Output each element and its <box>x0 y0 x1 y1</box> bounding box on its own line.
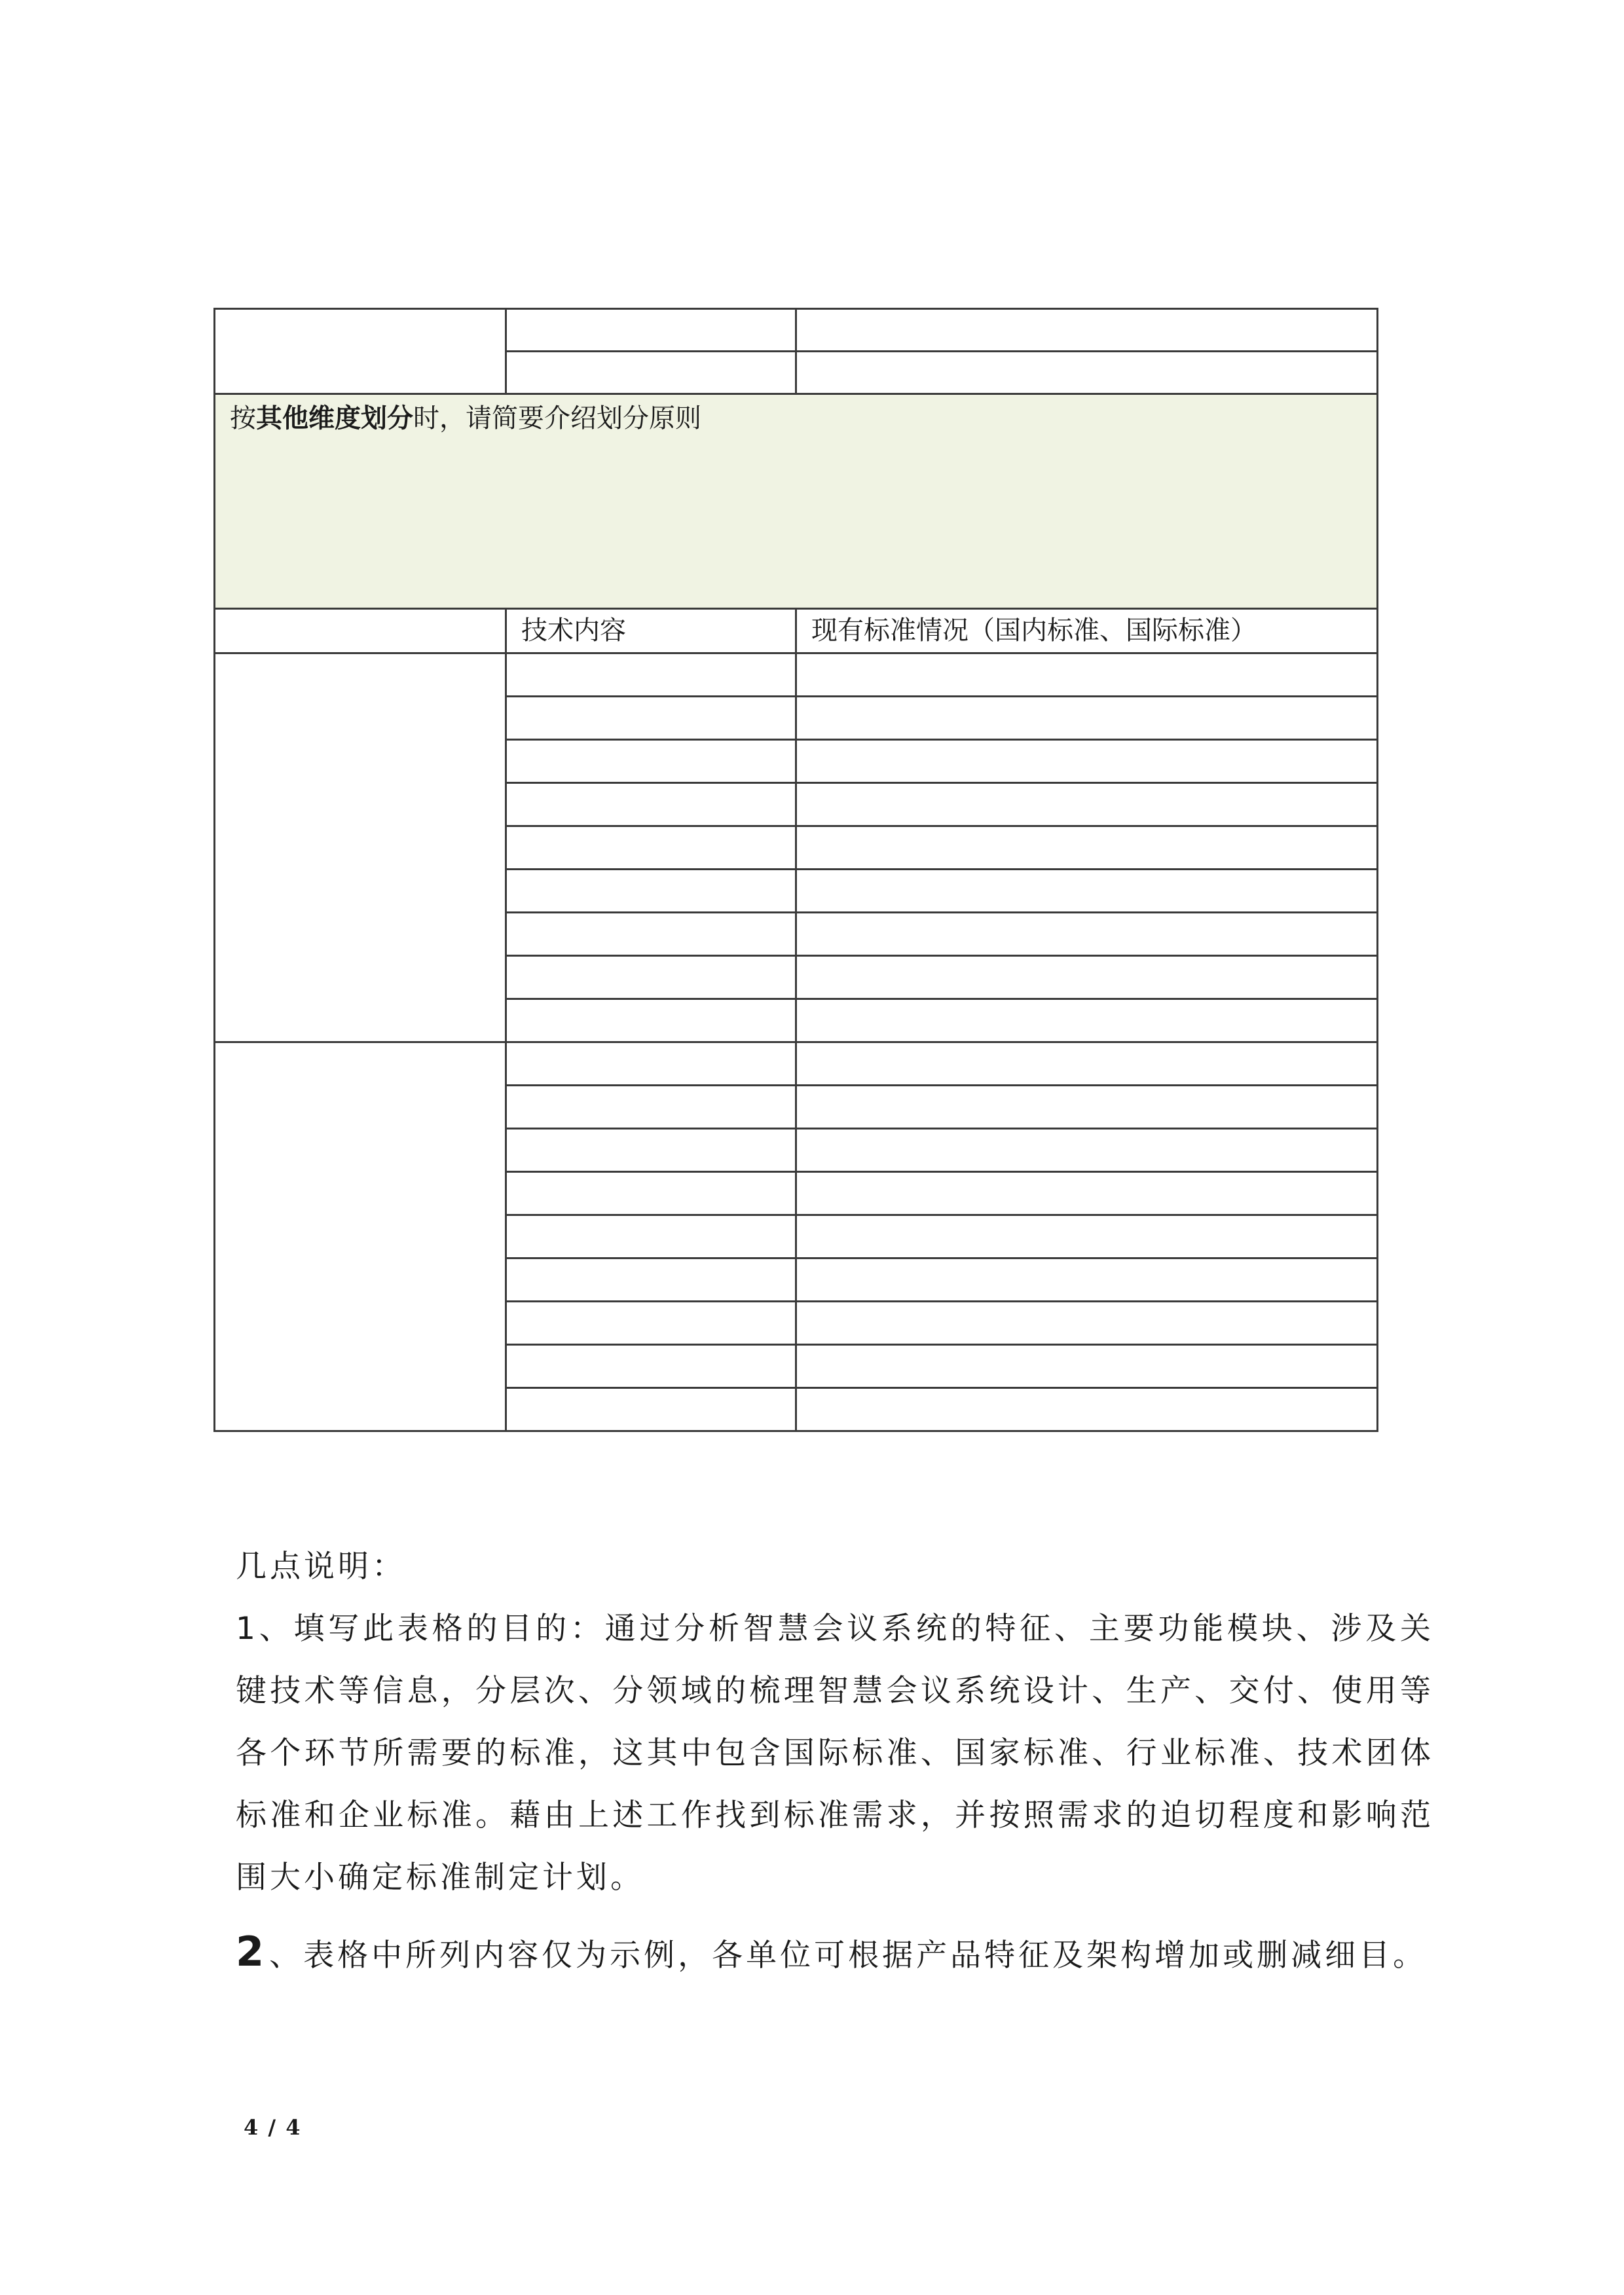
tech-content-cell[interactable] <box>506 870 796 913</box>
tech-content-cell[interactable] <box>506 913 796 956</box>
tech-content-cell[interactable] <box>506 352 796 394</box>
standard-status-cell[interactable] <box>796 1258 1378 1302</box>
tech-content-cell[interactable] <box>506 1129 796 1172</box>
notes-item-2-text: 、表格中所列内容仅为示例，各单位可根据产品特征及架构增加或删减细目。 <box>269 1937 1428 1974</box>
standard-status-cell[interactable] <box>796 653 1378 697</box>
tech-content-cell[interactable] <box>506 697 796 740</box>
notes-title: 几点说明： <box>236 1549 406 1585</box>
table-header-row <box>215 609 1378 653</box>
header-col1-label <box>215 610 505 615</box>
standard-status-cell[interactable] <box>796 352 1378 394</box>
prompt-suffix: 时，请简要介绍划分原则 <box>413 403 701 433</box>
standard-status-cell[interactable] <box>796 870 1378 913</box>
standard-status-cell[interactable] <box>796 913 1378 956</box>
notes-item-2-number: 2 <box>236 1928 265 1975</box>
tech-content-cell[interactable] <box>506 999 796 1042</box>
table-row <box>215 653 1378 697</box>
other-dimension-cell[interactable] <box>215 394 1378 609</box>
header-col3 <box>796 609 1378 653</box>
header-col2-label: 技术内容 <box>521 615 626 646</box>
tech-content-cell[interactable] <box>506 653 796 697</box>
tech-content-cell[interactable] <box>506 956 796 999</box>
standard-status-cell[interactable] <box>796 1345 1378 1388</box>
tech-content-cell[interactable] <box>506 1388 796 1431</box>
table-row <box>215 1042 1378 1086</box>
standard-status-cell[interactable] <box>796 697 1378 740</box>
standard-status-cell[interactable] <box>796 783 1378 826</box>
tech-content-cell[interactable] <box>506 1042 796 1086</box>
tech-content-cell[interactable] <box>506 309 796 352</box>
standard-status-cell[interactable] <box>796 1388 1378 1431</box>
standards-form-table <box>213 308 1378 1432</box>
standard-status-cell[interactable] <box>796 309 1378 352</box>
header-col3-label: 现有标准情况（国内标准、国际标准） <box>811 615 1257 646</box>
group-cell[interactable] <box>215 653 506 1042</box>
tech-content-cell[interactable] <box>506 1215 796 1258</box>
standard-status-cell[interactable] <box>796 1086 1378 1129</box>
prompt-prefix: 按 <box>230 403 256 433</box>
standard-status-cell[interactable] <box>796 1042 1378 1086</box>
table-row <box>215 309 1378 352</box>
tech-content-cell[interactable] <box>506 826 796 870</box>
notes-section <box>236 1535 1434 1987</box>
tech-content-cell[interactable] <box>506 1086 796 1129</box>
tech-content-cell[interactable] <box>506 740 796 783</box>
standard-status-cell[interactable] <box>796 1172 1378 1215</box>
group-cell[interactable] <box>215 309 506 394</box>
standard-status-cell[interactable] <box>796 1215 1378 1258</box>
standard-status-cell[interactable] <box>796 956 1378 999</box>
other-dimension-row <box>215 394 1378 609</box>
header-col1 <box>215 609 506 653</box>
other-dimension-prompt <box>215 395 1376 434</box>
notes-item-1: 1、填写此表格的目的：通过分析智慧会议系统的特征、主要功能模块、涉及关键技术等信息，分层次、分领域的梳理智慧会议系统设计、生产、交付、使用等各个环节所需要的标准，这其中包含国际标准、国家标准、行业标准、技术团体标准和企业标准。藉由上述工作找到标准需求，并按照需求的迫切程度和影响范围大小确定标准制定计划。 <box>236 1611 1434 1896</box>
tech-content-cell[interactable] <box>506 783 796 826</box>
standard-status-cell[interactable] <box>796 999 1378 1042</box>
standard-status-cell[interactable] <box>796 1302 1378 1345</box>
tech-content-cell[interactable] <box>506 1172 796 1215</box>
notes-item-2 <box>236 1920 1434 1987</box>
tech-content-cell[interactable] <box>506 1345 796 1388</box>
standard-status-cell[interactable] <box>796 740 1378 783</box>
group-cell[interactable] <box>215 1042 506 1431</box>
prompt-bold: 其他维度划分 <box>256 403 413 433</box>
header-col2 <box>506 609 796 653</box>
tech-content-cell[interactable] <box>506 1258 796 1302</box>
standard-status-cell[interactable] <box>796 826 1378 870</box>
page-number: 4 / 4 <box>244 2115 302 2140</box>
tech-content-cell[interactable] <box>506 1302 796 1345</box>
standard-status-cell[interactable] <box>796 1129 1378 1172</box>
